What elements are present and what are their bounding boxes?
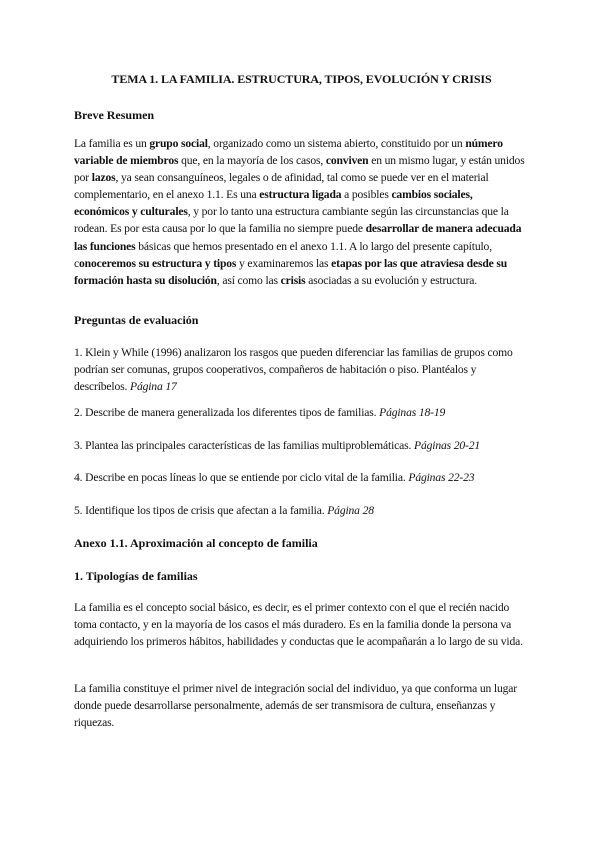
question-item: 5. Identifique los tipos de crisis que afectan a la familia. Página 28: [74, 504, 374, 517]
anexo-paragraph-1: La familia es el concepto social básico, es decir, es el primer contexto con el que el recién nacido toma contacto, y en la mayoría de los casos el más duradero. Es en la familia donde la persona va adquiriendo los primeros hábitos, habilidades y conductas que le acompañarán a lo largo de su vida.: [74, 601, 523, 649]
preguntas-heading: Preguntas de evaluación: [74, 313, 199, 327]
resumen-heading: Breve Resumen: [74, 108, 155, 122]
question-item: 4. Describe en pocas líneas lo que se entiende por ciclo vital de la familia. Páginas 22-23: [74, 471, 475, 484]
page-title: TEMA 1. LA FAMILIA. ESTRUCTURA, TIPOS, EVOLUCIÓN Y CRISIS: [111, 72, 492, 86]
anexo-paragraph-2: La familia constituye el primer nivel de integración social del individuo, ya que conforma un lugar donde puede desarrollarse personalmente, además de ser transmisora de cultura, enseñanzas y riquezas.: [74, 682, 517, 730]
question-item: 1. Klein y While (1996) analizaron los rasgos que pueden diferenciar las familias de grupos como podrían ser comunas, grupos cooperativos, compañeros de habitación o piso. Plantéalos y descríbelos. Página 17: [74, 346, 513, 394]
question-item: 3. Plantea las principales características de las familias multiproblemáticas. Páginas 20-21: [74, 439, 481, 452]
anexo-heading: Anexo 1.1. Aproximación al concepto de familia: [74, 536, 318, 550]
resumen-paragraph: La familia es un grupo social, organizado como un sistema abierto, constituido por un número variable de miembros que, en la mayoría de los casos, conviven en un mismo lugar, y están unidos por lazos, ya sean consanguíneos, legales o de afinidad, tal como se puede ver en el material complementario, en el anexo 1.1. Es una estructura ligada a posibles cambios sociales, económicos y culturales, y por lo tanto una estructura cambiante según las circunstancias que la rodean. Es por esta causa por lo que la familia no siempre puede desarrollar de manera adecuada las funciones básicas que hemos presentado en el anexo 1.1. A lo largo del presente capítulo, conoceremos su estructura y tipos y examinaremos las etapas por las que atraviesa desde su formación hasta su disolución, así como las crisis asociadas a su evolución y estructura.: [74, 137, 525, 287]
question-item: 2. Describe de manera generalizada los diferentes tipos de familias. Páginas 18-19: [74, 406, 446, 419]
anexo-subheading: 1. Tipologías de familias: [74, 569, 198, 583]
